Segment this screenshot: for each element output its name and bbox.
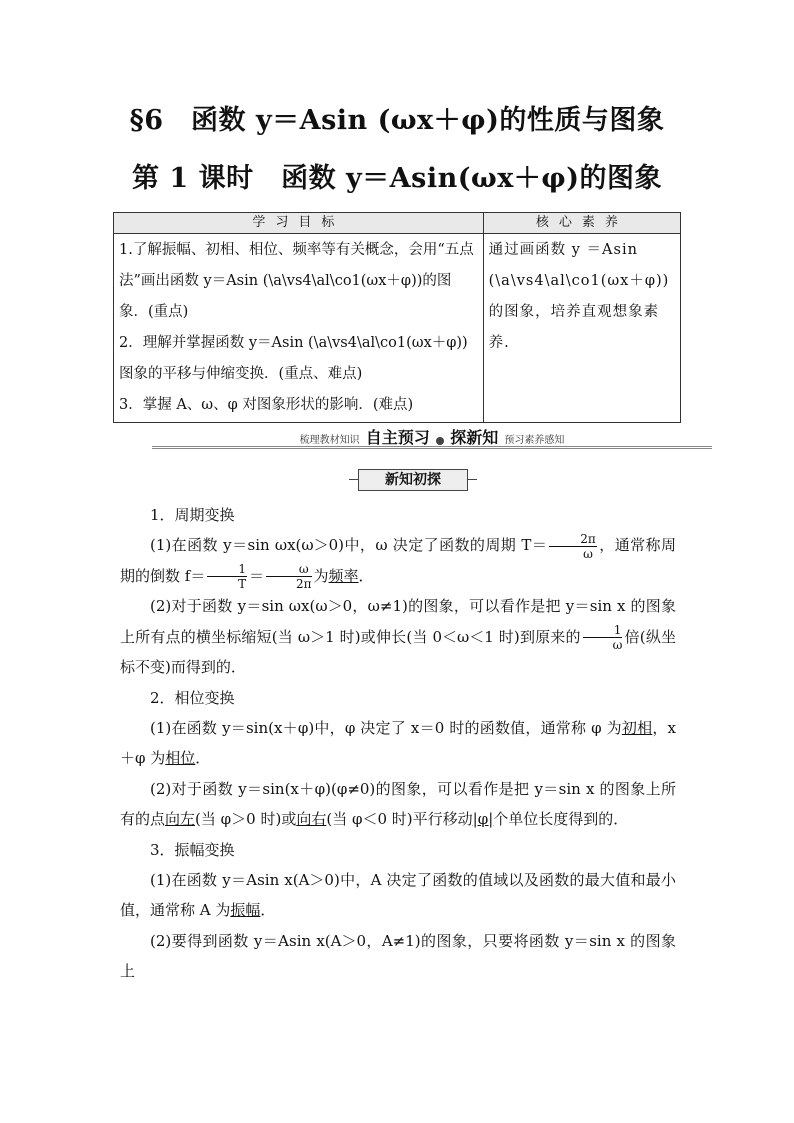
paragraph: (2)对于函数 y＝sin ωx(ω＞0，ω≠1)的图象，可以看作是把 y＝sin x 的图象上所有点的横坐标缩短(当 ω＞1 时)或伸长(当 0＜ω＜1 时)到原来的 $\frac{1}{\omega}$ 倍(纵坐标不变)而得到的． — [120, 597, 677, 676]
key-term: 振幅 — [230, 901, 261, 919]
main-content — [120, 500, 676, 987]
banner-main-text-2: 探新知 — [450, 428, 499, 447]
banner-right-text: 预习素养感知 — [504, 435, 565, 446]
key-term: |φ| — [472, 810, 494, 828]
goals-cell — [114, 234, 484, 423]
paragraph: (2)要得到函数 y＝Asin x(A＞0，A≠1)的图象，只要将函数 y＝sin x 的图象上 — [120, 931, 676, 980]
goal-item: 1.了解振幅、初相、相位、频率等有关概念，会用“五点法”画出函数 y＝Asin (\a\vs4\al\co1(ωx＋φ))的图象．(重点) — [119, 242, 474, 320]
goal-item: 2．理解并掌握函数 y＝Asin (\a\vs4\al\co1(ωx＋φ))图象的平移与伸缩变换．(重点、难点) — [119, 335, 468, 382]
banner-main-text: 自主预习 — [365, 428, 430, 447]
paragraph: (1)在函数 y＝Asin x(A＞0)中，A 决定了函数的值域以及函数的最大值和最小值，通常称 A 为振幅． — [120, 870, 676, 919]
key-term: 初相 — [621, 718, 653, 737]
paragraph: (2)对于函数 y＝sin(x＋φ)(φ≠0)的图象，可以看作是把 y＝sin x 的图象上所有的点向左(当 φ＞0 时)或向右(当 φ＜0 时)平行移动|φ|个单位长度得到的． — [120, 779, 676, 828]
fraction: $\frac{\omega}{2\pi}$ — [266, 562, 312, 591]
fraction: $\frac{2\pi}{\omega}$ — [549, 532, 597, 561]
paragraph: (1)在函数 y＝sin(x＋φ)中，φ 决定了 x＝0 时的函数值，通常称 φ 为初相，x＋φ 为相位． — [120, 718, 676, 767]
fraction: $\frac{1}{\omega}$ — [583, 623, 623, 652]
banner-left-text: 梳理教材知识 — [299, 435, 360, 446]
goals-table — [113, 212, 681, 423]
key-term: 向右 — [296, 810, 327, 828]
key-term: 向左 — [165, 810, 196, 828]
lesson-title: §6 函数 y＝Asin (ωx＋φ)的性质与图象 — [129, 105, 665, 136]
bullet-icon — [436, 437, 444, 445]
section-heading: 3．振幅变换 — [150, 840, 235, 859]
fraction: $\frac{1}{T}$ — [207, 562, 247, 591]
core-header: 核心素养 — [483, 213, 680, 234]
paragraph: (1)在函数 y＝sin ωx(ω＞0)中，ω 决定了函数的周期 T＝ $\frac{2\pi}{\omega}$ ，通常称周期的倒数 f＝ $\frac{1}{T}$ ＝ $\frac{\omega}{2\pi}$ 为频率． — [120, 531, 676, 591]
section-heading: 2．相位变换 — [150, 688, 235, 707]
key-term: 频率 — [328, 566, 359, 585]
section-heading: 1．周期变换 — [150, 506, 235, 524]
key-term: 相位 — [165, 749, 196, 767]
lesson-subtitle: 第 1 课时 函数 y＝Asin(ωx＋φ)的图象 — [132, 163, 662, 194]
goal-item: 3．掌握 A、ω、φ 对图象形状的影响．(难点) — [119, 397, 414, 413]
section-tag: 新知初探 — [358, 469, 468, 491]
goals-header: 学习目标 — [114, 213, 484, 234]
section-banner — [152, 425, 712, 451]
core-cell: 通过画函数 y ＝Asin (\a\vs4\al\co1(ωx＋φ))的图象，培养直观想象素养. — [483, 234, 680, 423]
